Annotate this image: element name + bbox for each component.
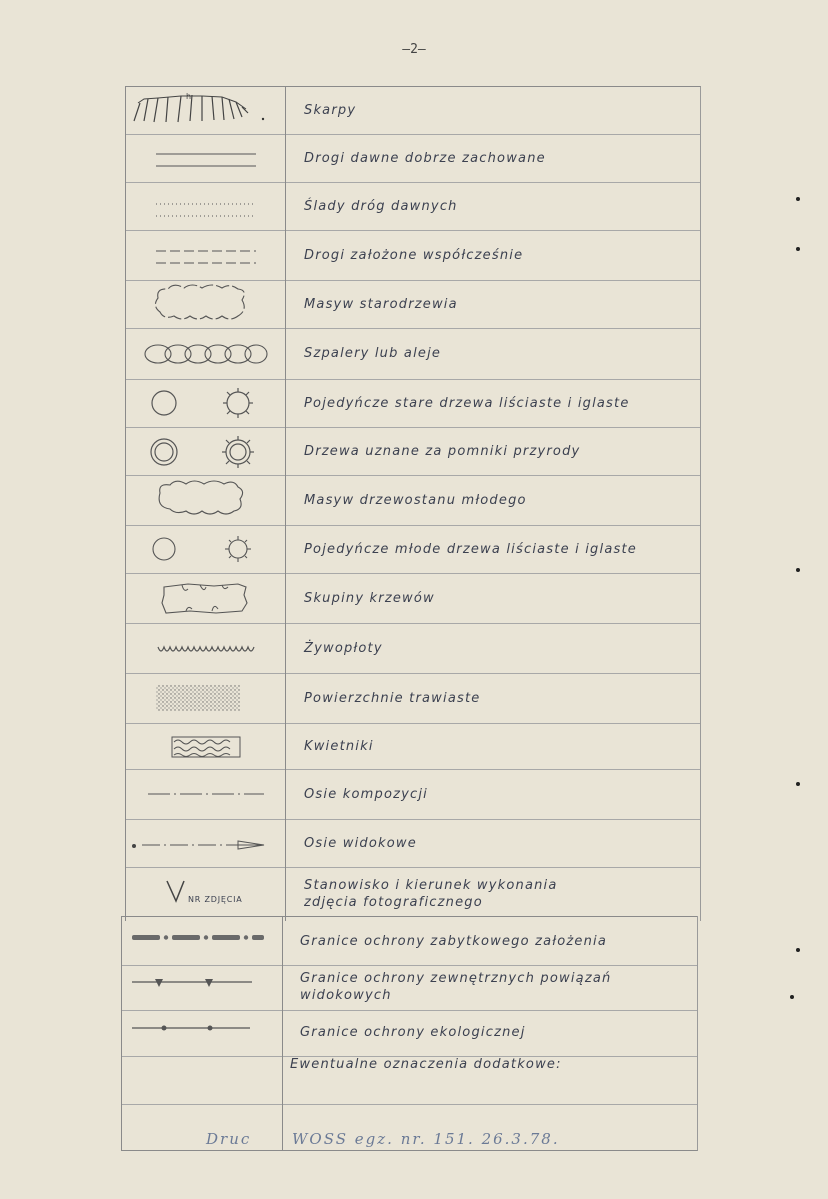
legend-label: Granice ochrony zabytkowego założenia xyxy=(300,933,608,949)
legend-label: Żywopłoty xyxy=(304,640,383,656)
legend-row xyxy=(126,769,700,820)
dashed-line-symbol xyxy=(126,230,286,280)
legend-label: Masyw starodrzewia xyxy=(304,296,458,312)
cloud-mass-symbol xyxy=(126,280,286,328)
svg-text:h: h xyxy=(186,92,192,101)
legend-label: Masyw drzewostanu młodego xyxy=(304,492,527,508)
single-trees-symbol xyxy=(126,379,286,427)
photo-number-label: NR ZDJĘCIA xyxy=(188,895,243,904)
handwritten-note-left: Druc xyxy=(206,1130,252,1148)
margin-speck xyxy=(796,247,800,251)
margin-speck xyxy=(796,197,800,201)
margin-speck xyxy=(796,568,800,572)
legend-row xyxy=(126,134,700,183)
bar-chain-boundary-symbol xyxy=(122,917,283,965)
legend-table xyxy=(125,86,701,921)
stipple-symbol xyxy=(126,673,286,723)
legend-label: Pojedyńcze stare drzewa liściaste i iglaste xyxy=(304,395,630,411)
young-cloud-mass-symbol xyxy=(126,475,286,525)
legend-row xyxy=(126,230,700,281)
dash-dot-axis-symbol xyxy=(126,769,286,819)
legend-row xyxy=(126,328,700,380)
escarpment-symbol xyxy=(126,87,286,134)
legend-label: Osie widokowe xyxy=(304,835,417,851)
legend-row xyxy=(126,427,700,476)
legend-label: Drzewa uznane za pomniki przyrody xyxy=(304,443,581,459)
legend-row xyxy=(126,819,700,868)
young-trees-symbol xyxy=(126,525,286,573)
legend-row xyxy=(126,673,700,724)
legend-row xyxy=(126,182,700,231)
legend-label: Drogi założone współcześnie xyxy=(304,247,524,263)
double-line-symbol xyxy=(126,134,286,182)
legend-label: Ewentualne oznaczenia dodatkowe: xyxy=(290,1057,562,1072)
legend-label: Skupiny krzewów xyxy=(304,590,435,606)
photo-position-symbol xyxy=(126,867,286,921)
handwritten-note-right: WOSS egz. nr. 151. 26.3.78. xyxy=(292,1130,560,1148)
legend-row xyxy=(126,280,700,329)
legend-row xyxy=(122,916,697,966)
legend-label: Drogi dawne dobrze zachowane xyxy=(304,150,546,166)
legend-row xyxy=(126,573,700,624)
legend-row xyxy=(126,379,700,428)
hedge-wave-symbol xyxy=(126,623,286,673)
page-number: —2— xyxy=(402,42,426,57)
legend-label: Powierzchnie trawiaste xyxy=(304,690,481,706)
margin-speck xyxy=(790,995,794,999)
legend-row xyxy=(122,1056,697,1105)
legend-label: Osie kompozycji xyxy=(304,786,428,802)
boundary-legend-table xyxy=(121,916,698,1151)
triangle-boundary-symbol xyxy=(122,964,283,1010)
legend-row xyxy=(126,723,700,770)
margin-speck xyxy=(796,948,800,952)
legend-row xyxy=(126,867,700,921)
legend-label: Stanowisko i kierunek wykonania zdjęcia fotograficznego xyxy=(304,878,558,910)
blank-symbol-cell xyxy=(122,1056,283,1104)
legend-label: Granice ochrony ekologicznej xyxy=(300,1025,526,1040)
legend-row xyxy=(126,475,700,526)
margin-speck xyxy=(796,782,800,786)
view-axis-arrow-symbol xyxy=(126,819,286,867)
dotted-line-symbol xyxy=(126,182,286,230)
legend-row xyxy=(126,87,700,135)
blank-symbol-cell xyxy=(122,1104,283,1150)
legend-row xyxy=(122,964,697,1011)
flowerbed-symbol xyxy=(126,723,286,769)
legend-row xyxy=(126,623,700,674)
legend-label: Granice ochrony zewnętrznych powiązań widokowych xyxy=(300,971,612,1003)
legend-label: Pojedyńcze młode drzewa liściaste i iglaste xyxy=(304,541,637,557)
legend-label: Kwietniki xyxy=(304,738,374,754)
double-circle-trees-symbol xyxy=(126,427,286,475)
chain-loops-symbol xyxy=(126,328,286,379)
legend-row xyxy=(122,1010,697,1057)
shrub-group-symbol xyxy=(126,573,286,623)
legend-label: Szpalery lub aleje xyxy=(304,346,442,361)
legend-label: Skarpy xyxy=(304,103,357,118)
dot-boundary-symbol xyxy=(122,1010,283,1056)
legend-label: Ślady dróg dawnych xyxy=(304,198,458,214)
legend-row xyxy=(126,525,700,574)
